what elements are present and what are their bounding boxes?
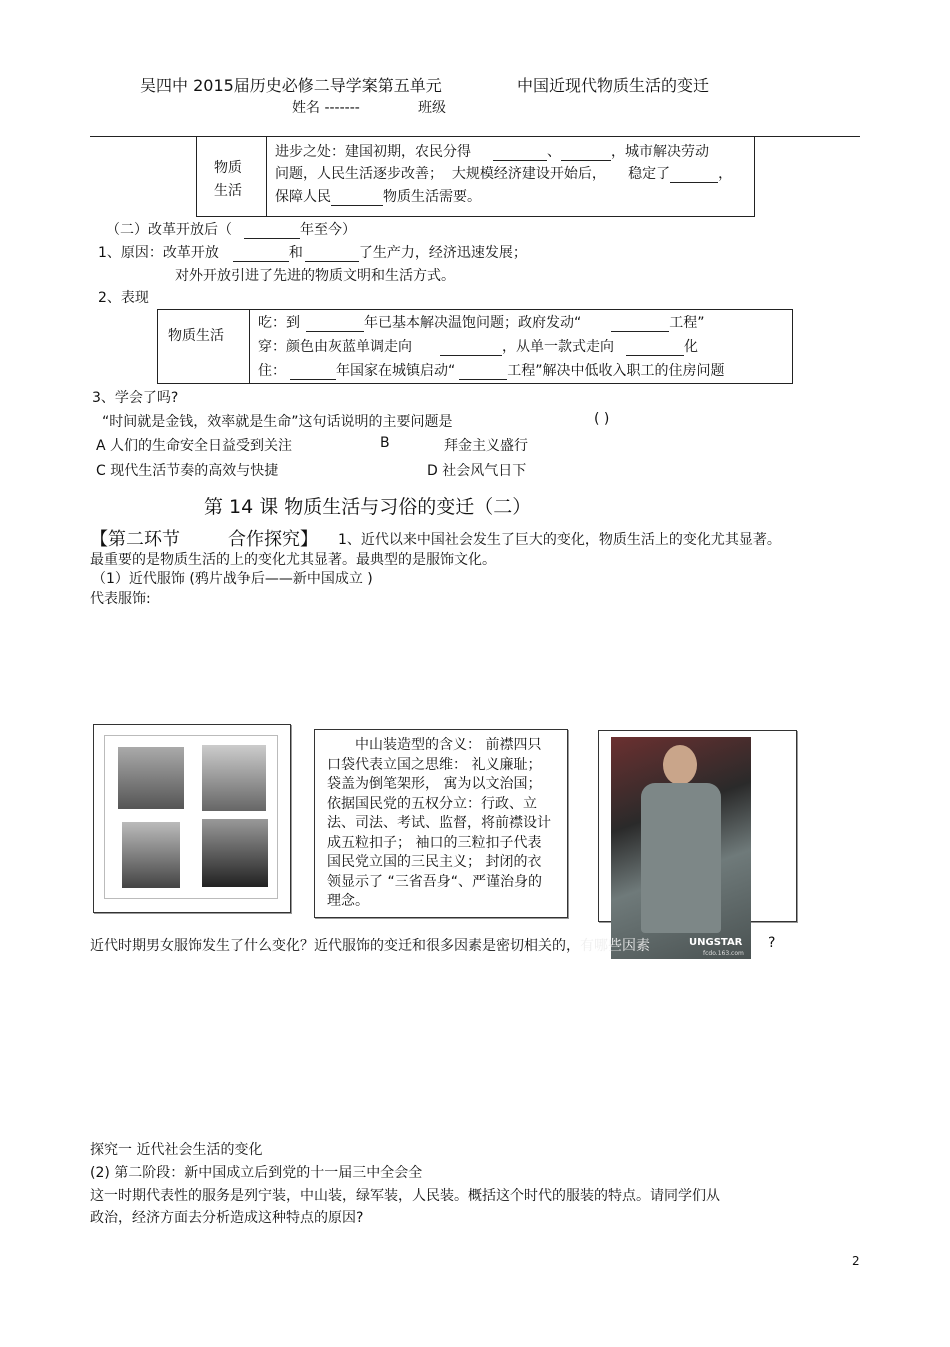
zhongshan-box [314,729,568,918]
explore-line2: 政治，经济方面去分析造成这种特点的原因? [90,1210,364,1226]
doc-subtitle: 中国近现代物质生活的变迁 [517,76,710,95]
blank [440,341,502,356]
blank [626,341,684,356]
table2-wear: 穿：颜色由灰蓝单调走向 ，从单一款式走向 化 [258,339,698,355]
table1-left-line2: 生活 [214,183,242,199]
question-line: 近代时期男女服饰发生了什么变化？近代服饰的变迁和很多因素是密切相关的，有哪些因素 [90,938,650,954]
name-label: 姓名 ------- [292,100,360,116]
blank [244,224,300,239]
blank [493,146,547,161]
woman-photo [122,822,180,888]
table1-line2: 问题，人民生活逐步改善； 大规模经济建设开始后， 稳定了 ， [275,166,733,182]
quiz-question: “时间就是金钱，效率就是生命”这句话说明的主要问题是 [102,414,453,430]
option-d: D 社会风气日下 [427,463,527,479]
table1-line3: 保障人民 物质生活需要。 [275,189,481,205]
couple-photo [202,745,266,811]
explore-stage2: (2) 第二阶段：新中国成立后到党的十一届三中全会全 [90,1165,423,1181]
performance-label: 2、表现 [98,290,149,306]
option-b-letter: B [380,435,390,451]
table2-live: 住： 年国家在城镇启动“ 工程”解决中低收入职工的住房问题 [258,363,725,379]
class-label: 班级 [418,100,446,116]
table2-eat: 吃：到 年已基本解决温饱问题；政府发动“ 工程” [258,315,705,331]
option-c: C 现代生活节奏的高效与快捷 [96,463,279,479]
table1-left-line1: 物质 [214,160,242,176]
lesson-title: 第 14 课 物质生活与习俗的变迁（二） [204,496,532,518]
zhongshan-text: 中山装造型的含义： 前襟四只口袋代表立国之思维： 礼义廉耻；袋盖为倒笔架形， 寓为以文治国；依据国民党的五权分立：行政、立法、司法、考试、监督，将前襟设计成五粒扣子； 袖口的三粒扣子代表国民党立国的三民主义； 封闭的衣领显示了 “三省吾身“、严谨治身的理念。 [327,737,551,909]
man-in-suit-photo [611,737,751,959]
quiz-heading: 3、学会了吗? [92,390,179,406]
question-mark: ? [768,935,776,951]
option-b-text: 拜金主义盛行 [444,438,528,454]
explore-line1: 这一时期代表性的服务是列宁装，中山装，绿军装，人民装。概括这个时代的服装的特点。请同学们从 [90,1188,720,1204]
blank [561,146,611,161]
page-number: 2 [852,1254,860,1268]
option-a: A 人们的生命安全日益受到关注 [96,438,293,454]
cooperate-intro: 1、近代以来中国社会发生了巨大的变化，物质生活上的变化尤其显著。 [338,532,781,548]
sun-yatsen-photo [202,819,268,887]
blank [305,247,359,262]
quiz-paren: ( ) [594,411,610,427]
blank [611,317,669,332]
blank [670,168,718,183]
modern-clothing: （1）近代服饰 (鸦片战争后——新中国成立 ) [92,571,373,587]
section-bracket2: 合作探究】 [228,529,318,550]
cooperate-line2: 最重要的是物质生活的上的变化尤其显著。最典型的是服饰文化。 [90,552,496,568]
blank [306,317,364,332]
reason-line: 1、原因：改革开放 和 了生产力，经济迅速发展； [98,245,527,261]
blank [331,191,383,206]
blank [459,365,507,380]
photo-caption-small: fcdo.163.com [703,950,744,957]
reason-line2: 对外开放引进了先进的物质文明和生活方式。 [175,268,455,284]
table2-left: 物质生活 [168,328,224,344]
representative-label: 代表服饰: [90,591,151,607]
doc-title: 吴四中 2015届历史必修二导学案第五单元 [140,76,442,95]
section-bracket: 【第二环节 [90,529,180,550]
explore-title: 探究一 近代社会生活的变化 [90,1142,263,1158]
blank [233,247,289,262]
table1-line1: 进步之处：建国初期，农民分得 、 ，城市解决劳动 [275,144,709,160]
photo-collage [93,724,291,913]
section2-heading: （二）改革开放后（ 年至今） [106,222,356,238]
portrait-photo [118,747,184,809]
photo-caption: UNGSTAR [689,937,743,948]
blank [290,365,336,380]
